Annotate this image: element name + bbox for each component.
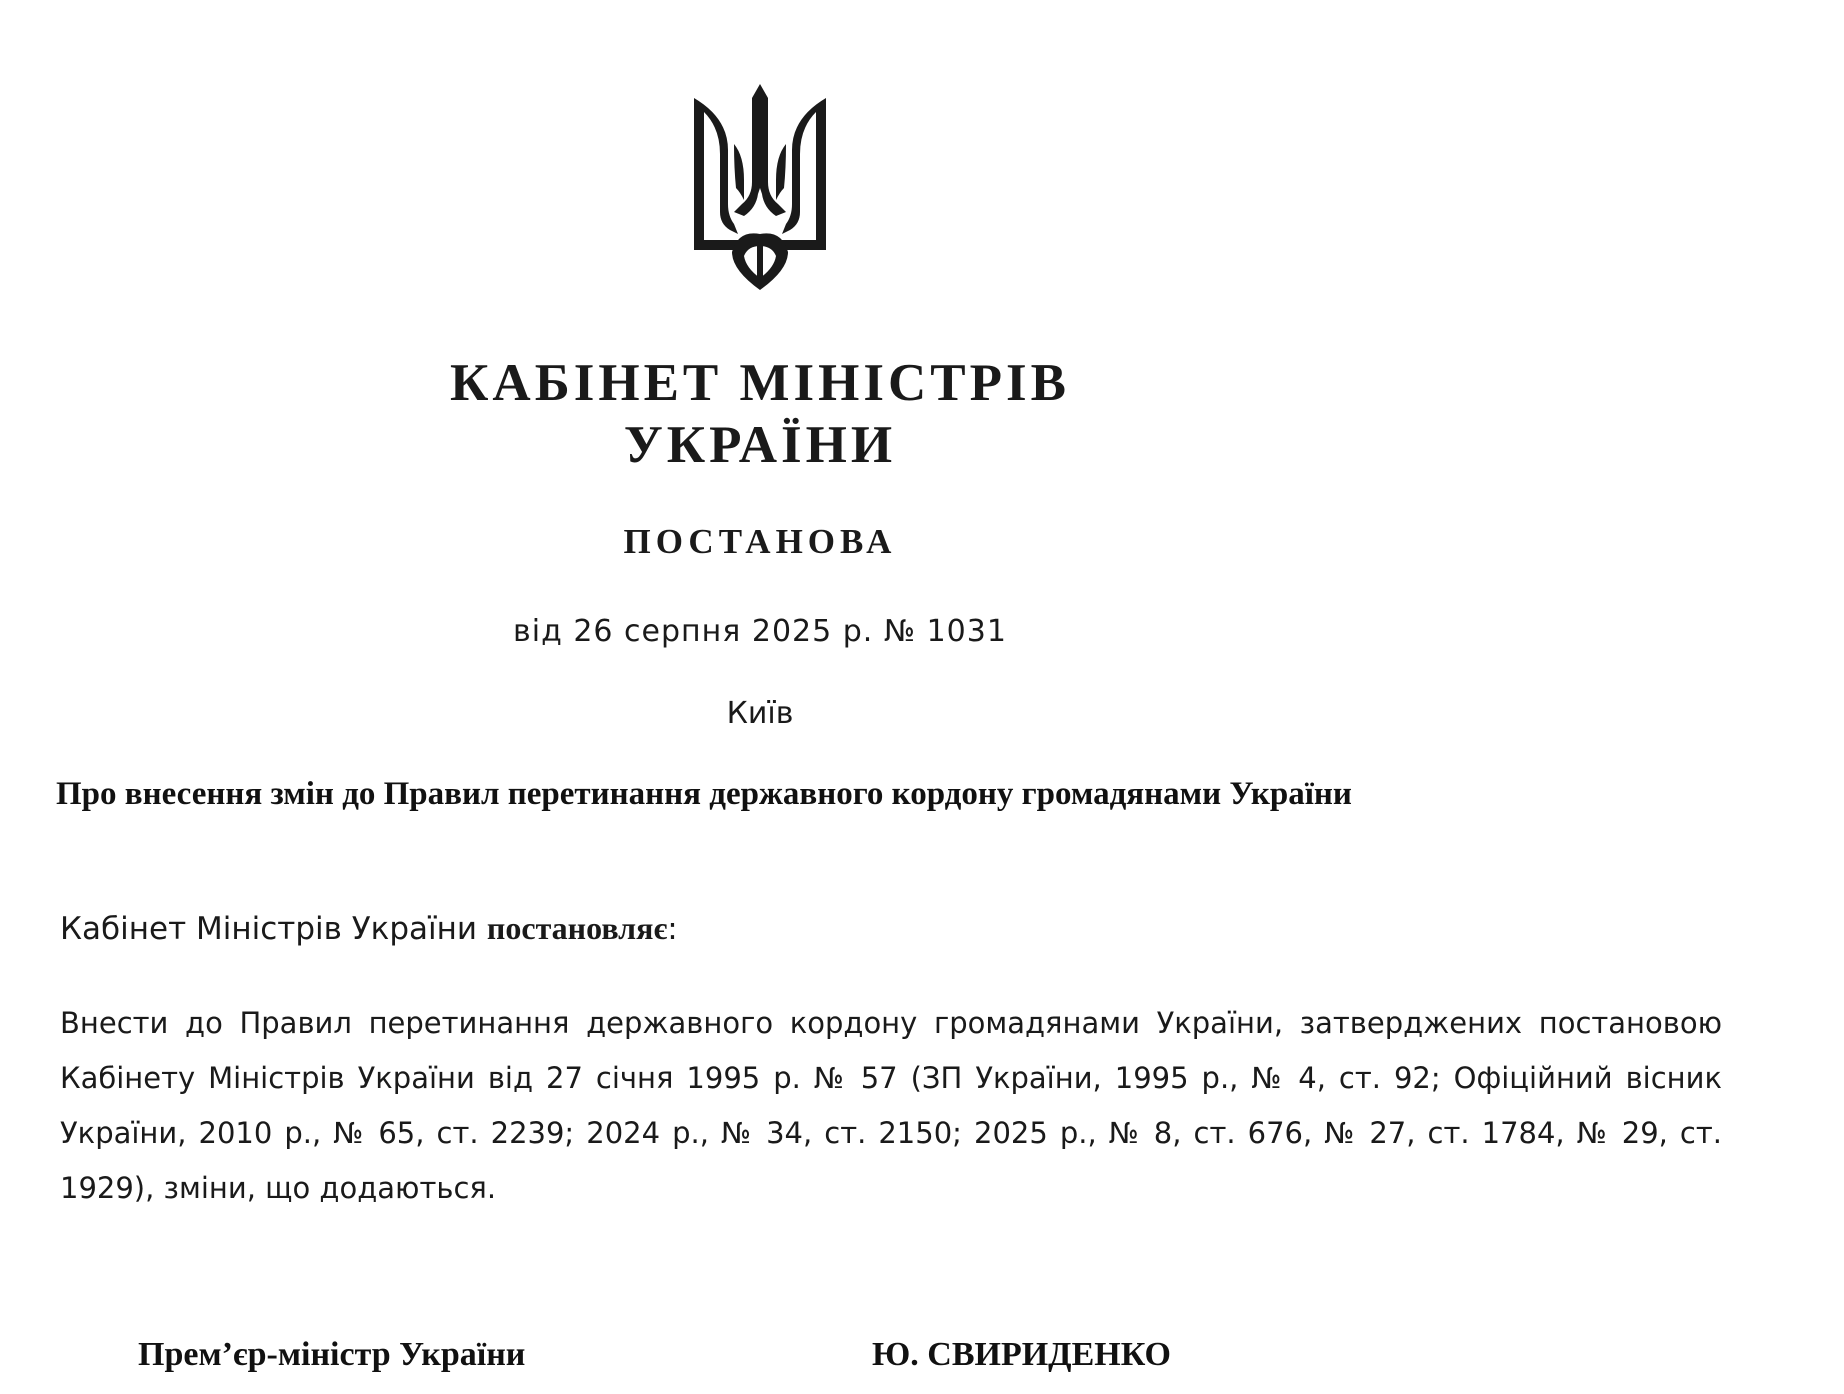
document-city: Київ: [726, 696, 794, 731]
resolution-verb: постановляє: [486, 910, 668, 946]
document-date-number: від 26 серпня 2025 р. № 1031: [513, 614, 1007, 649]
resolution-prefix: Кабінет Міністрів України: [60, 911, 487, 947]
trident-emblem-icon: [690, 84, 830, 290]
body-paragraph: Внести до Правил перетинання державного кордону громадянами України, затверджених постановою Кабінету Міністрів України від 27 січня 1995 р. № 57 (ЗП України, 1995 р., № 4, ст. 92; Офіційний вісник України, 2010 р., № 65, ст. 2239; 2024 р., № 34, ст. 2150; 2025 р., № 8, ст. 676, № 27, ст. 1784, № 29, ст. 1929), зміни, що додаються.: [60, 1006, 1722, 1205]
resolution-suffix: :: [667, 911, 678, 947]
document-type: ПОСТАНОВА: [623, 522, 897, 561]
org-title-line1: КАБІНЕТ МІНІСТРІВ: [449, 354, 1071, 412]
signatory-role: Прем’єр-міністр України: [138, 1336, 526, 1373]
trident-emblem-svg: [690, 84, 830, 290]
org-title-line2: УКРАЇНИ: [623, 416, 897, 474]
signatory-name: Ю. СВИРИДЕНКО: [872, 1336, 1171, 1373]
resolution-statement: [60, 910, 678, 947]
document-subject: Про внесення змін до Правил перетинання державного кордону громадянами України: [56, 776, 1352, 812]
